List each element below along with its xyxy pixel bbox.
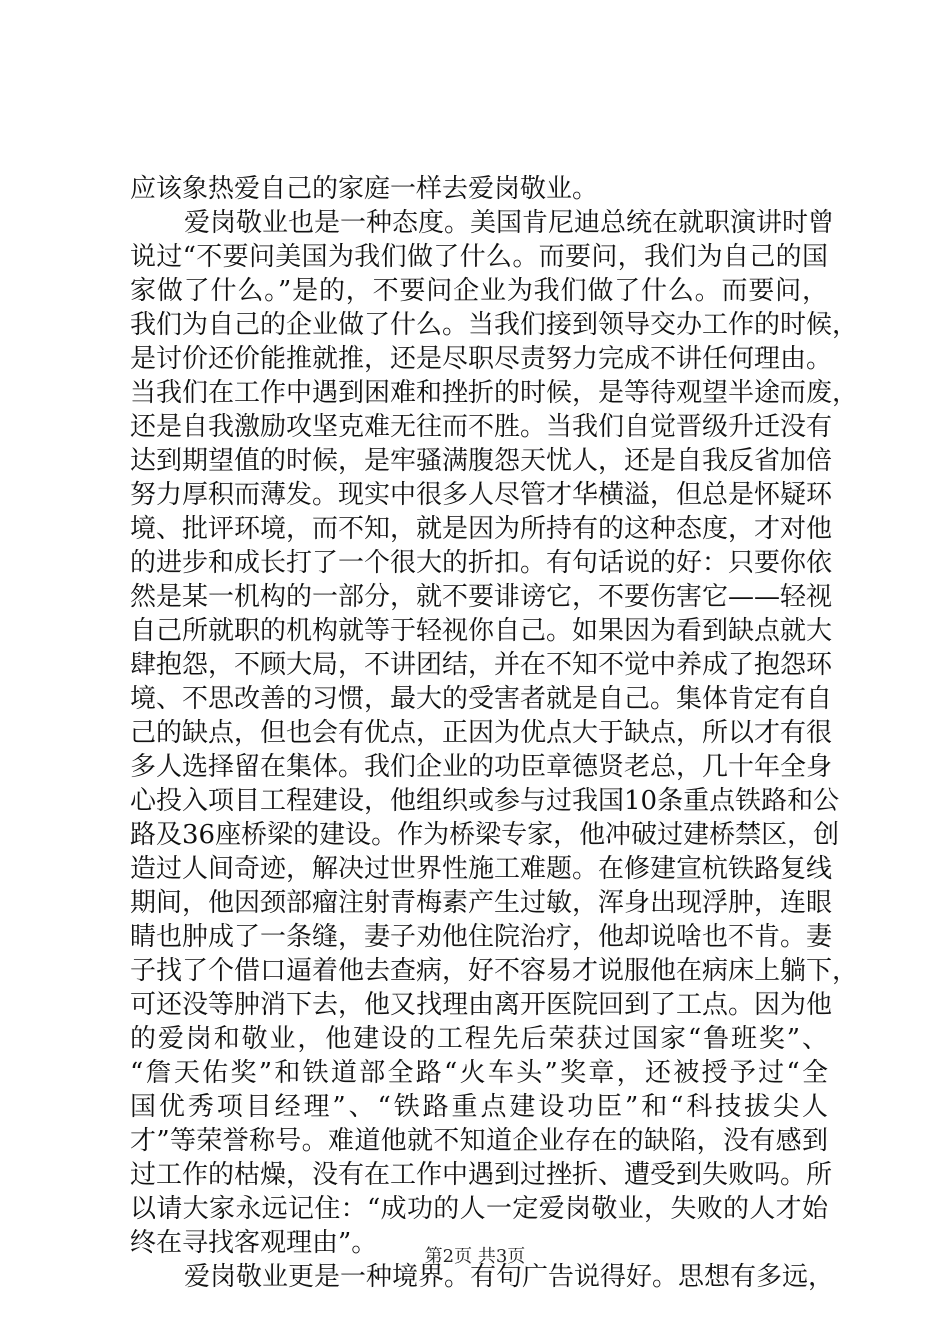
text-line: 国优秀项目经理”、“铁路重点建设功臣”和“科技拔尖人 (130, 1092, 828, 1122)
text-line: 肆抱怨，不顾大局，不讲团结，并在不知不觉中养成了抱怨环 (130, 650, 833, 680)
text-line: 多人选择留在集体。我们企业的功臣章德贤老总，几十年全身 (130, 752, 833, 782)
text-line: 达到期望值的时候，是牢骚满腹怨天忧人，还是自我反省加倍 (130, 446, 833, 476)
text-line: 可还没等肿消下去，他又找理由离开医院回到了工点。因为他 (130, 990, 833, 1020)
text-line: 才”等荣誉称号。难道他就不知道企业存在的缺陷，没有感到 (130, 1126, 828, 1156)
paragraph-first-line: 爱岗敬业更是一种境界。有句广告说得好。思想有多远， (184, 1262, 835, 1292)
text-line: 家做了什么。”是的，不要问企业为我们做了什么。而要问， (130, 276, 828, 306)
text-line: 造过人间奇迹，解决过世界性施工难题。在修建宣杭铁路复线 (130, 854, 833, 884)
text-line: 子找了个借口逼着他去查病，好不容易才说服他在病床上躺下， (130, 956, 859, 986)
text-line: 期间，他因颈部瘤注射青梅素产生过敏，浑身出现浮肿，连眼 (130, 888, 833, 918)
paragraph-first-line: 爱岗敬业也是一种态度。美国肯尼迪总统在就职演讲时曾 (184, 208, 835, 238)
text-line: “詹天佑奖”和铁道部全路“火车头”奖章，还被授予过“全 (130, 1058, 828, 1088)
text-line: 是讨价还价能推就推，还是尽职尽责努力完成不讲任何理由。 (130, 344, 833, 374)
text-line: 境、不思改善的习惯，最大的受害者就是自己。集体肯定有自 (130, 684, 833, 714)
text-line: 应该象热爱自己的家庭一样去爱岗敬业。 (130, 174, 599, 204)
page-number-footer: 第2页 共3页 (424, 1246, 526, 1267)
text-line: 的进步和成长打了一个很大的折扣。有句话说的好：只要你依 (130, 548, 833, 578)
text-line: 当我们在工作中遇到困难和挫折的时候，是等待观望半途而废， (130, 378, 859, 408)
text-line: 以请大家永远记住：“成功的人一定爱岗敬业，失败的人才始 (130, 1194, 828, 1224)
body-text (130, 172, 859, 1294)
text-line: 还是自我激励攻坚克难无往而不胜。当我们自觉晋级升迁没有 (130, 412, 833, 442)
text-line: 境、批评环境，而不知，就是因为所持有的这种态度，才对他 (130, 514, 833, 544)
text-line: 的爱岗和敬业，他建设的工程先后荣获过国家“鲁班奖”、 (130, 1024, 828, 1054)
text-line: 自己所就职的机构就等于轻视你自己。如果因为看到缺点就大 (130, 616, 833, 646)
text-line: 终在寻找客观理由”。 (130, 1228, 378, 1258)
text-line: 努力厚积而薄发。现实中很多人尽管才华横溢，但总是怀疑环 (130, 480, 833, 510)
text-line: 睛也肿成了一条缝，妻子劝他住院治疗，他却说啥也不肯。妻 (130, 922, 833, 952)
text-line: 己的缺点，但也会有优点，正因为优点大于缺点，所以才有很 (130, 718, 833, 748)
text-line: 然是某一机构的一部分，就不要诽谤它，不要伤害它——轻视 (130, 582, 833, 612)
text-line: 我们为自己的企业做了什么。当我们接到领导交办工作的时候， (130, 310, 859, 340)
text-line: 过工作的枯燥，没有在工作中遇到过挫折、遭受到失败吗。所 (130, 1160, 833, 1190)
text-line: 路及36座桥梁的建设。作为桥梁专家，他冲破过建桥禁区，创 (130, 820, 840, 850)
text-line: 心投入项目工程建设，他组织或参与过我国10条重点铁路和公 (130, 786, 840, 816)
text-line: 说过“不要问美国为我们做了什么。而要问，我们为自己的国 (130, 242, 828, 272)
